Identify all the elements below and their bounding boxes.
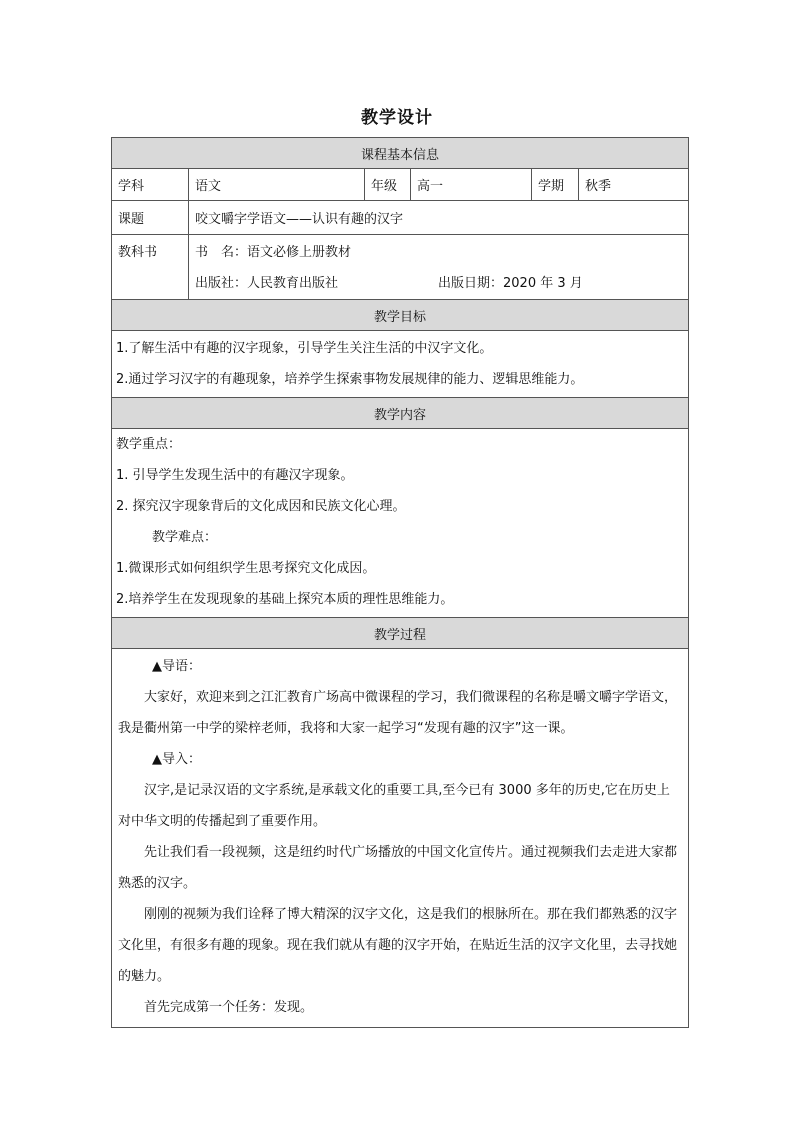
content-body-row (112, 429, 689, 618)
subject-row (112, 169, 689, 201)
grade-value: 高一 (411, 169, 532, 201)
textbook-row (112, 235, 689, 300)
objectives-body-row (112, 331, 689, 398)
lead-in-label: ▲导入： (152, 752, 201, 767)
difficulty-item: 1.微课形式如何组织学生思考探究文化成因。 (116, 561, 376, 576)
process-body-row (112, 649, 689, 1028)
objectives-header: 教学目标 (112, 300, 689, 331)
lesson-label: 课题 (112, 201, 189, 235)
term-value: 秋季 (579, 169, 689, 201)
key-point-item: 2. 探究汉字现象背后的文化成因和民族文化心理。 (116, 499, 406, 514)
basic-info-header-row (112, 138, 689, 169)
objective-item: 1.了解生活中有趣的汉字现象，引导学生关注生活的中汉字文化。 (116, 341, 493, 356)
process-header-row (112, 618, 689, 649)
intro-label: ▲导语： (152, 659, 201, 674)
book-name: 书 名：语文必修上册教材 (195, 245, 352, 260)
textbook-label: 教科书 (112, 235, 189, 300)
subject-value: 语文 (189, 169, 365, 201)
lesson-value: 咬文嚼字学语文——认识有趣的汉字 (189, 201, 689, 235)
publisher: 出版社：人民教育出版社 (195, 276, 339, 291)
key-points-label: 教学重点： (116, 437, 182, 452)
content-header-row (112, 398, 689, 429)
content-header: 教学内容 (112, 398, 689, 429)
lesson-plan-table (111, 137, 689, 1028)
process-paragraph: 先让我们看一段视频，这是纽约时代广场播放的中国文化宣传片。通过视频我们去走进大家都熟悉的汉字。 (118, 845, 678, 891)
grade-label: 年级 (365, 169, 411, 201)
process-paragraph: 首先完成第一个任务：发现。 (144, 1000, 314, 1015)
subject-label: 学科 (112, 169, 189, 201)
lesson-row (112, 201, 689, 235)
difficulties-label: 教学难点： (152, 530, 218, 545)
term-label: 学期 (532, 169, 579, 201)
key-point-item: 1. 引导学生发现生活中的有趣汉字现象。 (116, 468, 354, 483)
publisher-line (195, 268, 682, 299)
process-header: 教学过程 (112, 618, 689, 649)
document-title: 教学设计 (361, 108, 433, 128)
objective-item: 2.通过学习汉字的有趣现象，培养学生探索事物发展规律的能力、逻辑思维能力。 (116, 372, 584, 387)
process-paragraph: 汉字,是记录汉语的文字系统,是承载文化的重要工具,至今已有 3000 多年的历史,它在历史上对中华文明的传播起到了重要作用。 (118, 783, 670, 829)
publish-date: 出版日期：2020 年 3 月 (438, 276, 583, 291)
basic-info-header: 课程基本信息 (112, 138, 689, 169)
difficulty-item: 2.培养学生在发现现象的基础上探究本质的理性思维能力。 (116, 592, 454, 607)
intro-paragraph: 大家好，欢迎来到之江汇教育广场高中微课程的学习，我们微课程的名称是嚼文嚼字学语文，我是衢州第一中学的梁梓老师，我将和大家一起学习“发现有趣的汉字”这一课。 (118, 690, 678, 736)
objectives-header-row (112, 300, 689, 331)
process-paragraph: 刚刚的视频为我们诠释了博大精深的汉字文化，这是我们的根脉所在。那在我们都熟悉的汉字文化里，有很多有趣的现象。现在我们就从有趣的汉字开始，在贴近生活的汉字文化里，去寻找她的魅力。 (118, 907, 678, 984)
